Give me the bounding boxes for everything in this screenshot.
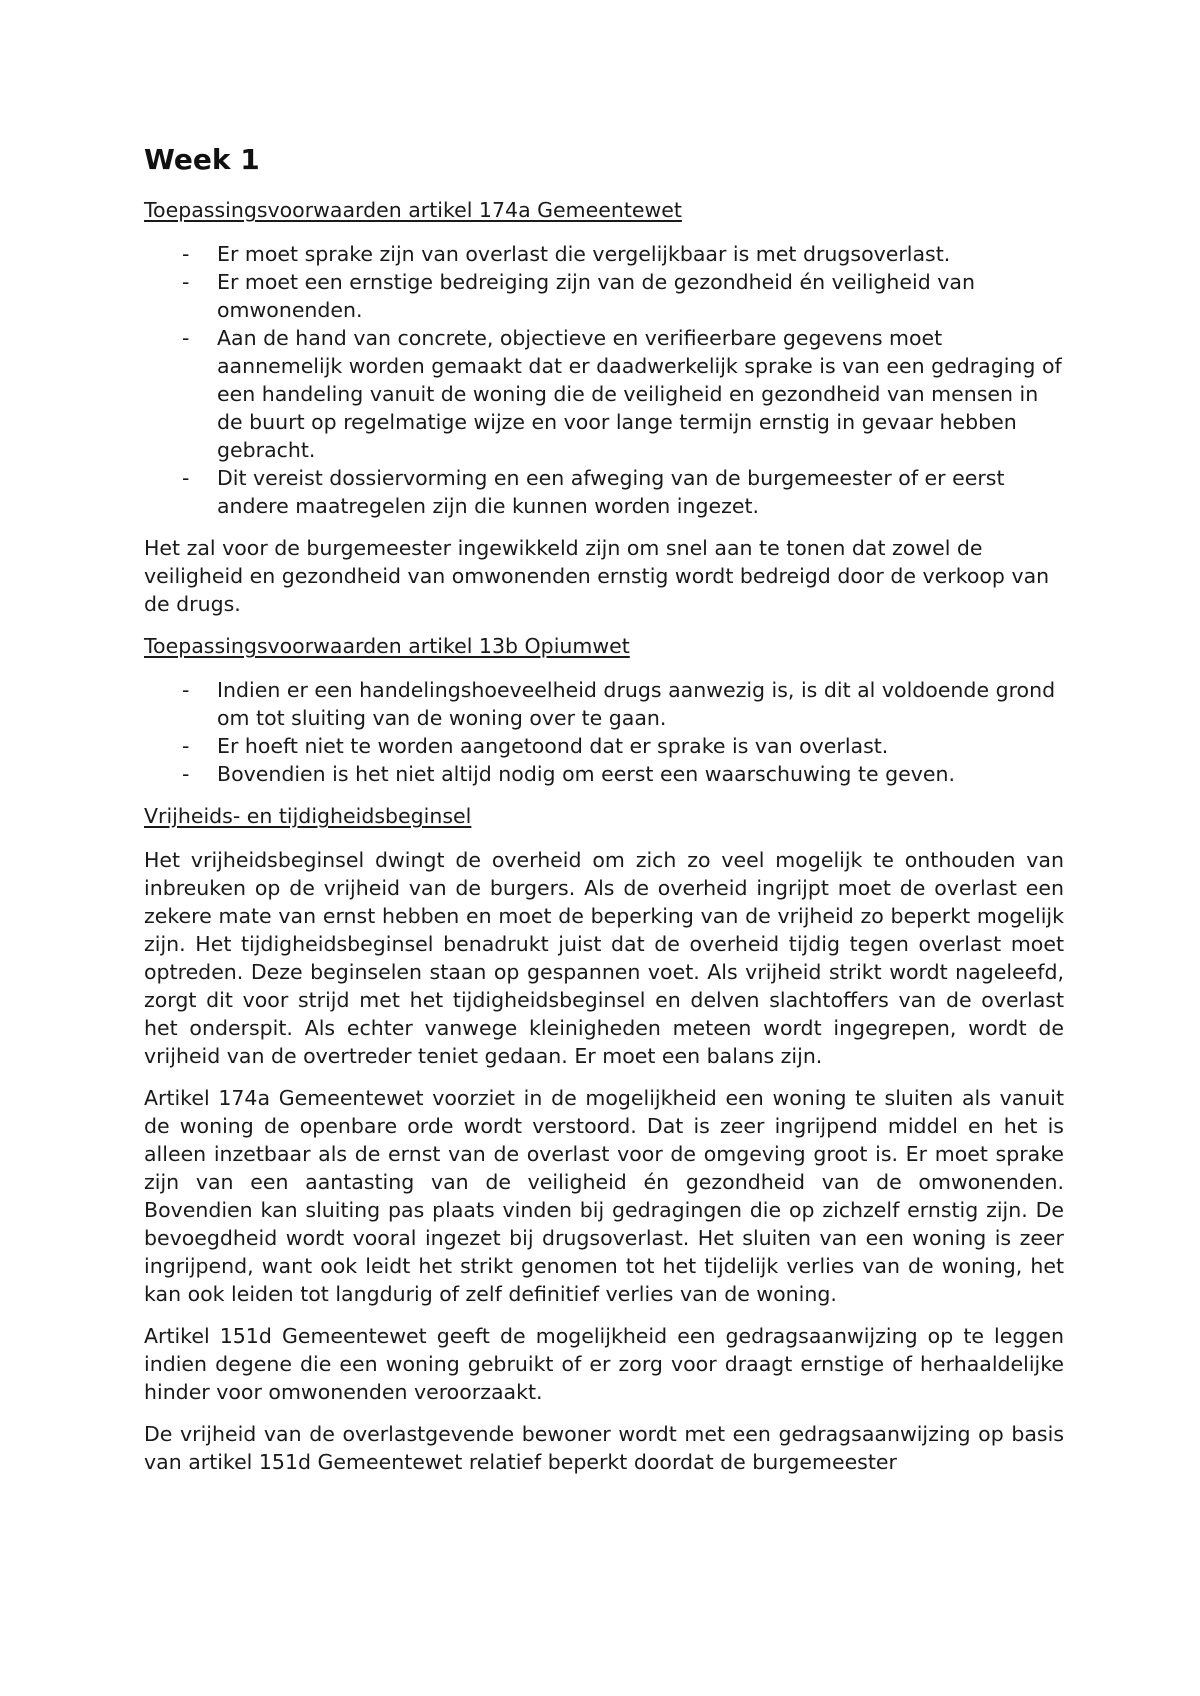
list-item: - Indien er een handelingshoeveelheid drugs aanwezig is, is dit al voldoende grond om tot sluiting van de woning over te gaan. bbox=[144, 676, 1064, 732]
list-item: - Er moet een ernstige bedreiging zijn van de gezondheid én veiligheid van omwonenden. bbox=[144, 268, 1064, 324]
list-item: - Dit vereist dossiervorming en een afweging van de burgemeester of er eerst andere maatregelen zijn die kunnen worden ingezet. bbox=[144, 464, 1064, 520]
conditions-list-174a bbox=[144, 240, 1064, 520]
list-item: - Aan de hand van concrete, objectieve en verifieerbare gegevens moet aannemelijk worden gemaakt dat er daadwerkelijk sprake is van een gedraging of een handeling vanuit de woning die de veiligheid en gezondheid van mensen in de buurt op regelmatige wijze en voor lange termijn ernstig in gevaar hebben gebracht. bbox=[144, 324, 1064, 464]
list-item: - Er hoeft niet te worden aangetoond dat er sprake is van overlast. bbox=[144, 732, 1064, 760]
paragraph-vrijheidsbeginsel: Het vrijheidsbeginsel dwingt de overheid om zich zo veel mogelijk te onthouden van inbreuken op de vrijheid van de burgers. Als de overheid ingrijpt moet de overlast een zekere mate van ernst hebben en moet de beperking van de vrijheid zo beperkt mogelijk zijn. Het tijdigheidsbeginsel benadrukt juist dat de overheid tijdig tegen overlast moet optreden. Deze beginselen staan op gespannen voet. Als vrijheid strikt wordt nageleefd, zorgt dit voor strijd met het tijdigheidsbeginsel en delven slachtoffers van de overlast het onderspit. Als echter vanwege kleinigheden meteen wordt ingegrepen, wordt de vrijheid van de overtreder teniet gedaan. Er moet een balans zijn. bbox=[144, 848, 1064, 1068]
list-item: - Er moet sprake zijn van overlast die vergelijkbaar is met drugsoverlast. bbox=[144, 240, 1064, 268]
page-title: Week 1 bbox=[144, 143, 260, 176]
conditions-list-13b bbox=[144, 676, 1064, 788]
paragraph-artikel-174a: Artikel 174a Gemeentewet voorziet in de mogelijkheid een woning te sluiten als vanuit de woning de openbare orde wordt verstoord. Dat is zeer ingrijpend middel en het is alleen inzetbaar als de ernst van de overlast voor de omgeving groot is. Er moet sprake zijn van een aantasting van de veiligheid én gezondheid van de omwonenden. Bovendien kan sluiting pas plaats vinden bij gedragingen die op zichzelf ernstig zijn. De bevoegdheid wordt vooral ingezet bij drugsoverlast. Het sluiten van een woning is zeer ingrijpend, want ook leidt het strikt genomen tot het tijdelijk verlies van de woning, het kan ook leiden tot langdurig of zelf definitief verlies van de woning. bbox=[144, 1086, 1064, 1306]
paragraph-174a-conclusion: Het zal voor de burgemeester ingewikkeld zijn om snel aan te tonen dat zowel de veiligheid en gezondheid van omwonenden ernstig wordt bedreigd door de verkoop van de drugs. bbox=[144, 536, 1050, 616]
list-item: - Bovendien is het niet altijd nodig om eerst een waarschuwing te geven. bbox=[144, 760, 1064, 788]
paragraph-gedragsaanwijzing: De vrijheid van de overlastgevende bewoner wordt met een gedragsaanwijzing op basis van artikel 151d Gemeentewet relatief beperkt doordat de burgemeester bbox=[144, 1422, 1064, 1474]
section-heading-beginsel: Vrijheids- en tijdigheidsbeginsel bbox=[144, 804, 472, 828]
section-heading-174a: Toepassingsvoorwaarden artikel 174a Gemeentewet bbox=[144, 198, 682, 222]
document-page bbox=[144, 138, 1064, 1490]
section-heading-13b: Toepassingsvoorwaarden artikel 13b Opiumwet bbox=[144, 634, 630, 658]
paragraph-artikel-151d: Artikel 151d Gemeentewet geeft de mogelijkheid een gedragsaanwijzing op te leggen indien degene die een woning gebruikt of er zorg voor draagt ernstige of herhaaldelijke hinder voor omwonenden veroorzaakt. bbox=[144, 1324, 1064, 1404]
